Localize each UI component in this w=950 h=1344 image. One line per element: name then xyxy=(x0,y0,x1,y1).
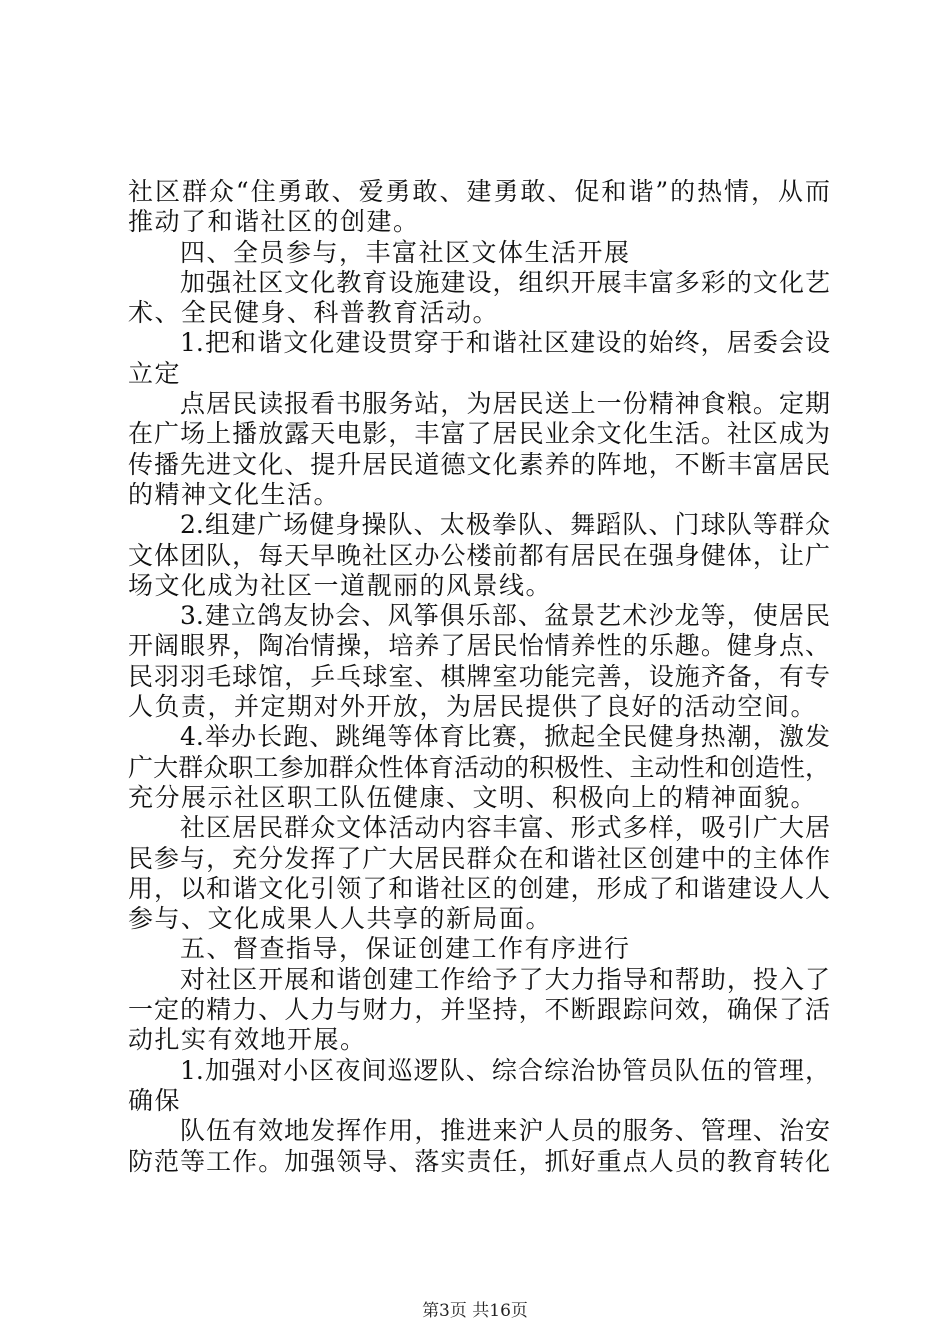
text-line: 开阔眼界，陶冶情操，培养了居民怡情养性的乐趣。健身点、 xyxy=(128,631,830,661)
text-line: 4.举办长跑、跳绳等体育比赛，掀起全民健身热潮，激发 xyxy=(180,722,830,752)
text-line: 四、全员参与，丰富社区文体生活开展 xyxy=(180,237,631,267)
text-line: 动扎实有效地开展。 xyxy=(128,1025,367,1055)
text-line: 参与、文化成果人人共享的新局面。 xyxy=(128,904,553,934)
text-line: 推动了和谐社区的创建。 xyxy=(128,207,420,237)
text-line: 2.组建广场健身操队、太极拳队、舞蹈队、门球队等群众 xyxy=(180,510,830,540)
text-line: 一定的精力、人力与财力，并坚持，不断跟踪问效，确保了活 xyxy=(128,995,830,1025)
text-line: 术、全民健身、科普教育活动。 xyxy=(128,298,500,328)
text-line: 在广场上播放露天电影，丰富了居民业余文化生活。社区成为 xyxy=(128,419,830,449)
text-line: 充分展示社区职工队伍健康、文明、积极向上的精神面貌。 xyxy=(128,782,818,812)
text-line: 对社区开展和谐创建工作给予了大力指导和帮助，投入了 xyxy=(180,964,830,994)
text-line: 1.把和谐文化建设贯穿于和谐社区建设的始终，居委会设 xyxy=(180,328,830,358)
text-line: 3.建立鸽友协会、风筝俱乐部、盆景艺术沙龙等，使居民 xyxy=(180,601,830,631)
text-line: 文体团队，每天早晚社区办公楼前都有居民在强身健体，让广 xyxy=(128,540,830,570)
text-line: 队伍有效地发挥作用，推进来沪人员的服务、管理、治安 xyxy=(180,1116,830,1146)
text-line: 防范等工作。加强领导、落实责任，抓好重点人员的教育转化 xyxy=(128,1146,830,1176)
text-line: 加强社区文化教育设施建设，组织开展丰富多彩的文化艺 xyxy=(180,267,830,297)
text-line: 用，以和谐文化引领了和谐社区的创建，形成了和谐建设人人 xyxy=(128,873,830,903)
text-line: 1.加强对小区夜间巡逻队、综合综治协管员队伍的管理， xyxy=(180,1055,830,1085)
text-line: 社区群众“住勇敢、爱勇敢、建勇敢、促和谐”的热情，从而 xyxy=(128,177,830,206)
text-line: 社区居民群众文体活动内容丰富、形式多样，吸引广大居 xyxy=(180,813,830,843)
text-line: 立定 xyxy=(128,358,182,388)
text-line: 点居民读报看书服务站，为居民送上一份精神食粮。定期 xyxy=(180,389,830,419)
text-line: 的精神文化生活。 xyxy=(128,479,341,509)
document-body xyxy=(128,177,830,1177)
text-line: 传播先进文化、提升居民道德文化素养的阵地，不断丰富居民 xyxy=(128,449,830,479)
page-footer: 第3页 共16页 xyxy=(422,1301,528,1321)
text-line: 五、督查指导，保证创建工作有序进行 xyxy=(180,934,631,964)
text-line: 确保 xyxy=(128,1085,182,1115)
text-line: 广大群众职工参加群众性体育活动的积极性、主动性和创造性， xyxy=(128,752,830,782)
text-line: 民羽羽毛球馆，乒乓球室、棋牌室功能完善，设施齐备，有专 xyxy=(128,661,830,691)
text-line: 民参与，充分发挥了广大居民群众在和谐社区创建中的主体作 xyxy=(128,843,830,873)
text-line: 场文化成为社区一道靓丽的风景线。 xyxy=(128,570,553,600)
text-line: 人负责，并定期对外开放，为居民提供了良好的活动空间。 xyxy=(128,692,818,722)
